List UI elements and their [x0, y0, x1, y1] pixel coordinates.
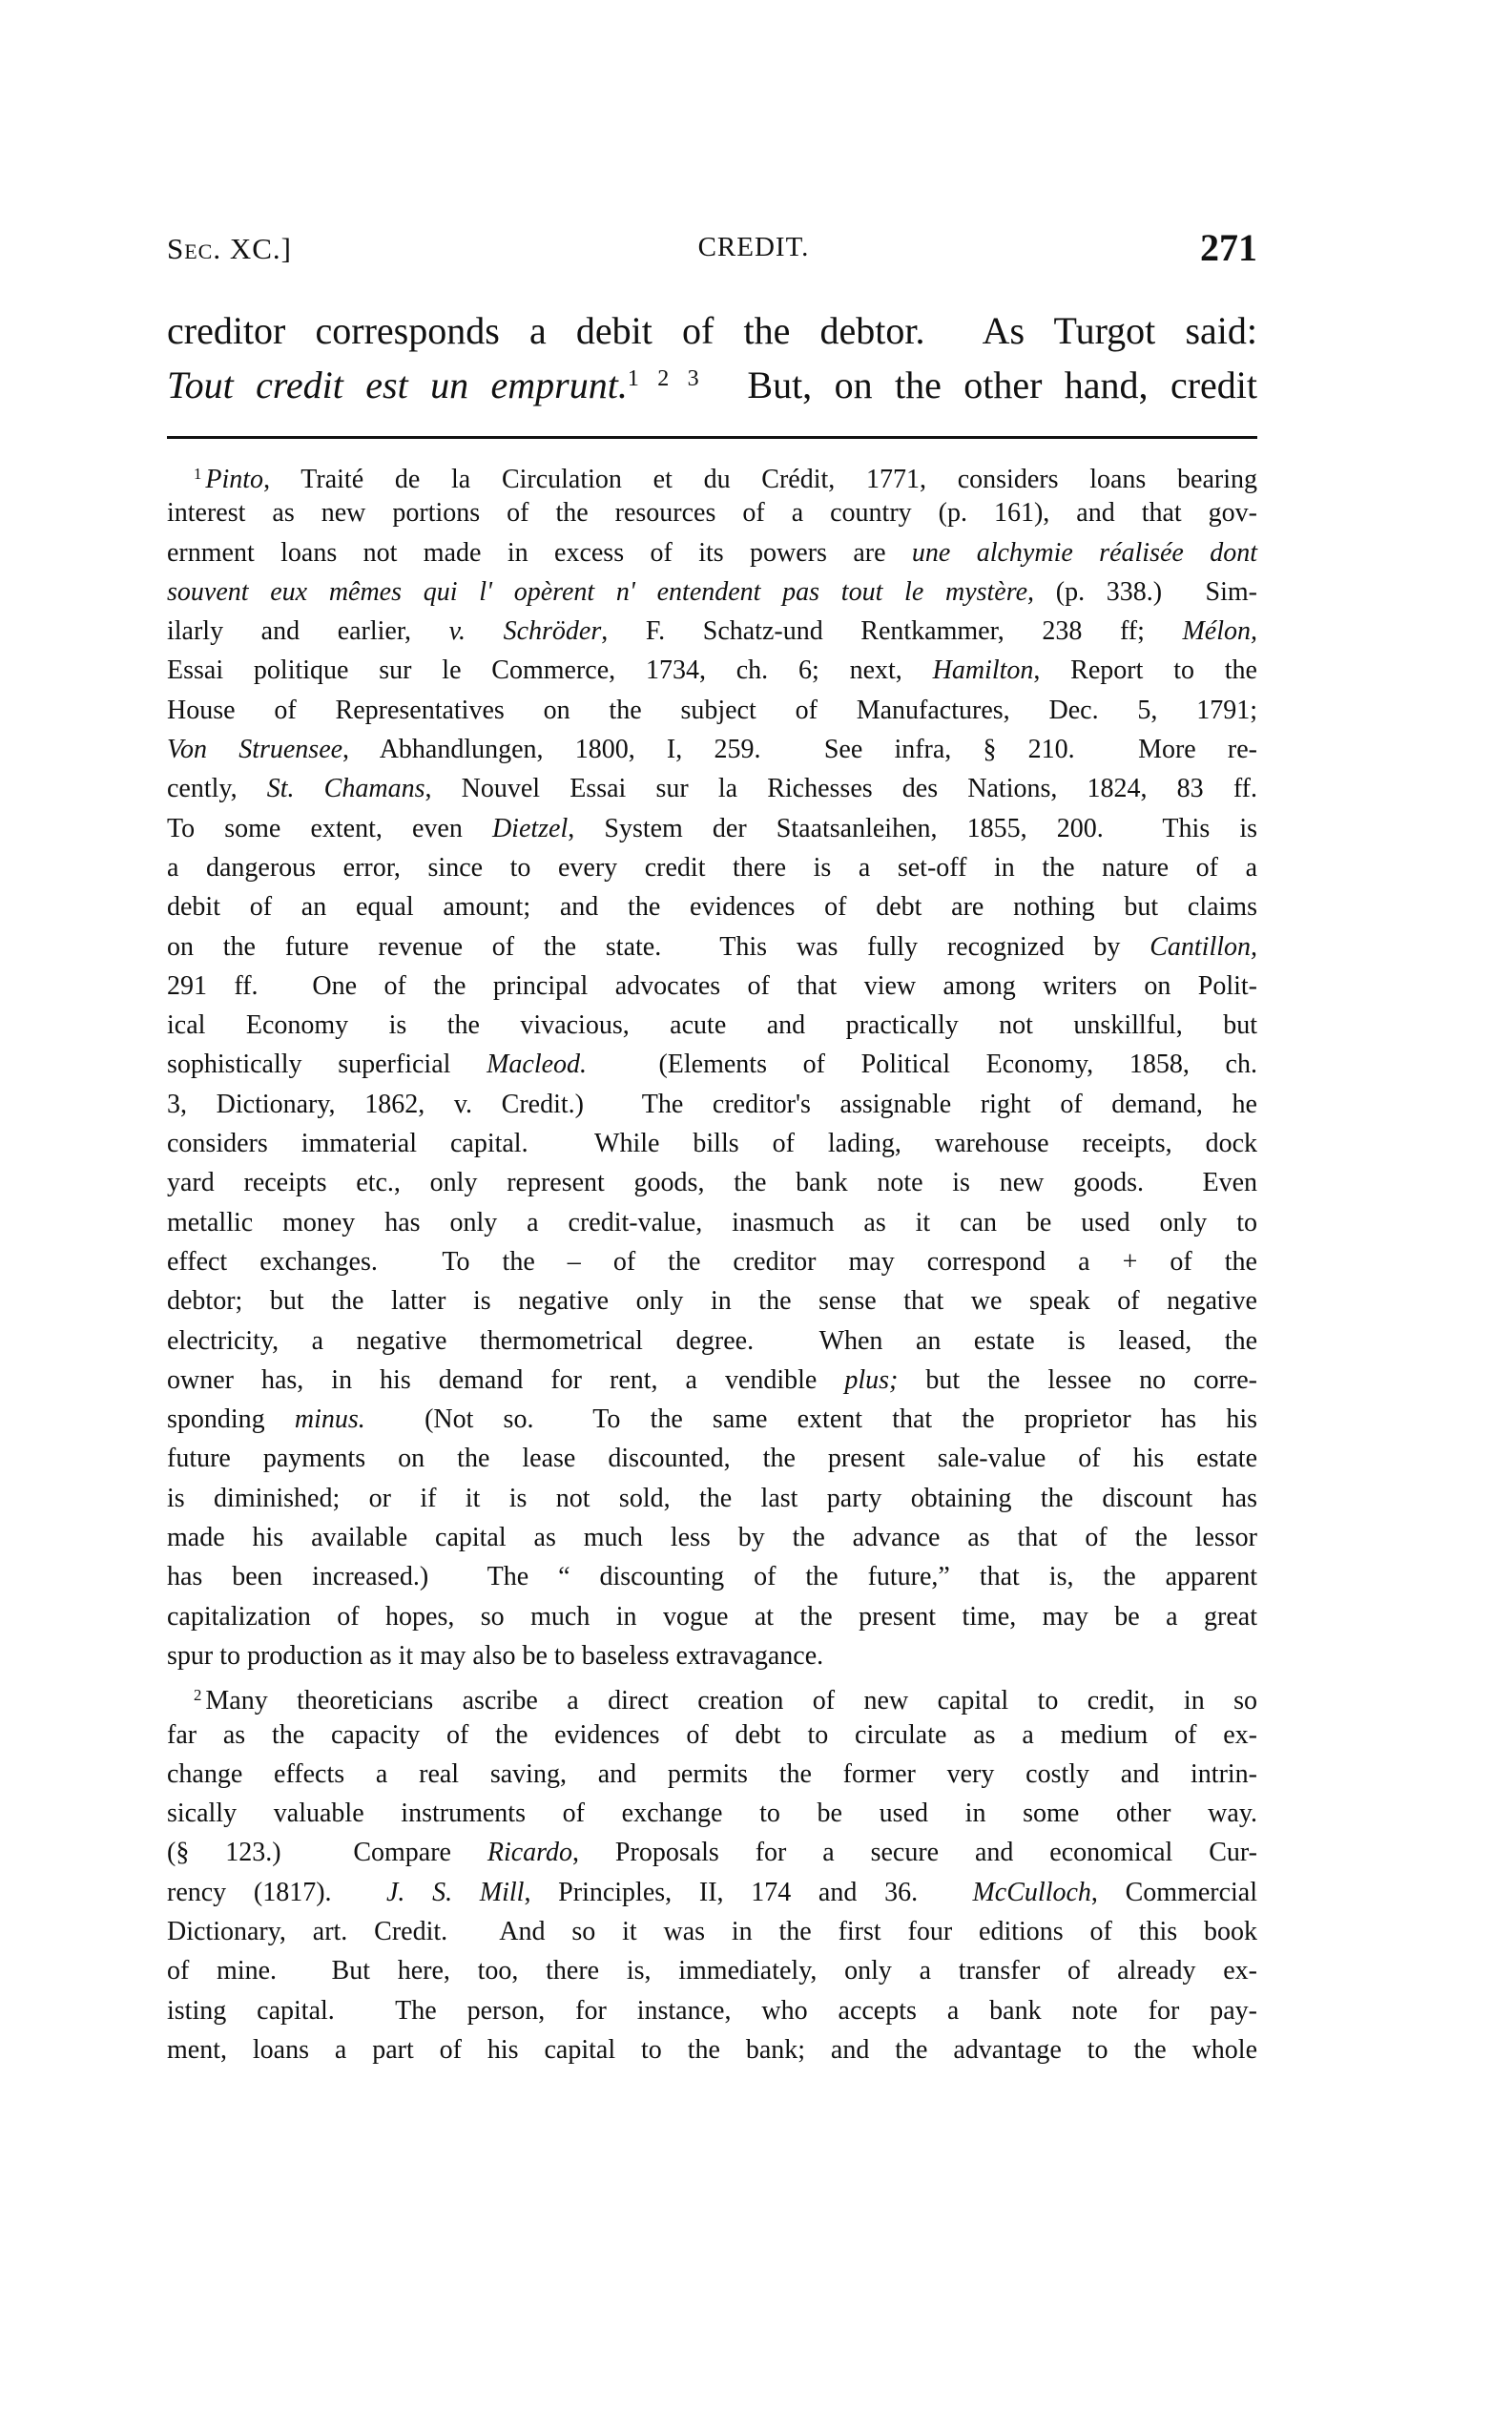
text-line	[167, 2030, 1257, 2069]
footnote-divider	[167, 436, 1257, 439]
text-line	[167, 1281, 1257, 1320]
text-segment: has been increased.) The “ discounting of the future,” that is, the apparent	[167, 1562, 1257, 1592]
italic-text: Dietzel	[491, 813, 569, 843]
text-segment: sponding	[167, 1404, 295, 1435]
text-segment: debtor; but the latter is negative only in the sense that we speak of negative	[167, 1286, 1257, 1317]
text-line	[167, 612, 1257, 651]
text-segment: House of Representatives on the subject of Manufactures, Dec. 5, 1791;	[167, 695, 1257, 725]
italic-text: Mélon,	[1182, 616, 1258, 647]
italic-text: Tout credit est un emprunt.	[167, 364, 628, 407]
text-line	[167, 651, 1257, 690]
text-line	[167, 1951, 1257, 1990]
text-segment: cently,	[167, 774, 267, 804]
text-segment: , Abhandlungen, 1800, I, 259. See infra, § 210. More re-	[342, 735, 1257, 765]
text-segment: a dangerous error, since to every credit there is a set-off in the nature of a	[167, 852, 1257, 883]
body-text	[167, 307, 1257, 407]
text-segment: Many theoreticians ascribe a direct creation of new capital to credit, in so	[205, 1686, 1257, 1716]
footnote-marker: 2	[194, 1686, 202, 1705]
italic-text: une alchymie réalisée dont	[911, 537, 1257, 568]
text-segment: rency (1817).	[167, 1877, 386, 1907]
text-line	[167, 1557, 1257, 1596]
text-line	[167, 887, 1257, 926]
text-line	[167, 1045, 1257, 1084]
text-segment: (Not so. To the same extent that the proprietor has his	[364, 1404, 1257, 1435]
text-segment: ment, loans a part of his capital to the bank; and the advantage to the whole	[167, 2034, 1257, 2065]
text-line	[167, 1794, 1257, 1833]
text-line	[167, 307, 1257, 355]
text-segment: owner has, in his demand for rent, a vendible	[167, 1364, 845, 1395]
text-line	[167, 769, 1257, 808]
text-segment: made his available capital as much less by the advance as that of the lessor	[167, 1523, 1257, 1553]
text-segment: effect exchanges. To the – of the creditor may correspond a + of the	[167, 1246, 1257, 1277]
text-segment: considers immaterial capital. While bills of lading, warehouse receipts, dock	[167, 1129, 1257, 1159]
text-segment: (p. 338.) Sim-	[1034, 576, 1257, 607]
text-line	[167, 1912, 1257, 1951]
text-segment: debit of an equal amount; and the evidences of debt are nothing but claims	[167, 892, 1257, 923]
text-segment: but the lessee no corre-	[898, 1364, 1257, 1395]
text-segment: But, on the other hand, credit	[702, 364, 1257, 407]
text-line	[167, 730, 1257, 769]
text-line	[167, 1439, 1257, 1478]
text-segment: ernment loans not made in excess of its powers are	[167, 537, 912, 568]
text-segment: , Traité de la Circulation et du Crédit, 1771, considers loans bearing	[263, 465, 1257, 495]
text-line	[167, 1203, 1257, 1242]
text-segment: , Principles, II, 174 and 36.	[524, 1877, 973, 1907]
text-segment: ilarly and earlier,	[167, 616, 449, 647]
text-segment: interest as new portions of the resources of a country (p. 161), and that gov-	[167, 498, 1257, 529]
text-line	[167, 493, 1257, 532]
italic-text: plus;	[844, 1364, 899, 1395]
text-line	[167, 967, 1257, 1006]
text-segment: 291 ff. One of the principal advocates of that view among writers on Polit-	[167, 970, 1257, 1001]
text-line	[167, 1006, 1257, 1045]
text-line	[167, 1479, 1257, 1518]
text-line	[167, 1518, 1257, 1557]
text-line	[167, 1833, 1257, 1872]
italic-text: J. S. Mill	[385, 1877, 525, 1907]
text-segment: Dictionary, art. Credit. And so it was in the first four editions of this book	[167, 1916, 1257, 1946]
text-line	[167, 1991, 1257, 2030]
text-line	[167, 1597, 1257, 1636]
italic-text: Ricardo	[487, 1838, 573, 1868]
text-segment: , System der Staatsanleihen, 1855, 200. This is	[568, 813, 1257, 843]
text-line	[167, 1716, 1257, 1755]
italic-text: v. Schröder	[448, 616, 602, 647]
text-line	[167, 1400, 1257, 1439]
italic-text: minus.	[294, 1404, 365, 1435]
italic-text: St. Chamans	[266, 774, 425, 804]
text-segment: creditor corresponds a debit of the debtor. As Turgot said:	[167, 309, 1257, 352]
footnote-marker: 1	[194, 465, 202, 483]
text-line	[167, 848, 1257, 887]
text-segment: , Proposals for a secure and economical Cur-	[572, 1838, 1257, 1868]
text-segment: yard receipts etc., only represent goods, the bank note is new goods. Even	[167, 1168, 1257, 1198]
italic-text: McCulloch	[972, 1877, 1091, 1907]
italic-text: Pinto	[205, 465, 264, 495]
italic-text: Cantillon,	[1150, 931, 1257, 962]
text-segment: , Commercial	[1090, 1877, 1258, 1907]
text-segment: spur to production as it may also be to baseless extravagance.	[167, 1640, 824, 1671]
text-segment: is diminished; or if it is not sold, the last party obtaining the discount has	[167, 1483, 1257, 1513]
running-head-section: Sec. XC.]	[167, 232, 292, 265]
text-segment: , F. Schatz-und Rentkammer, 238 ff;	[601, 616, 1183, 647]
running-head-title: CREDIT.	[697, 232, 810, 262]
text-segment: electricity, a negative thermometrical degree. When an estate is leased, the	[167, 1325, 1257, 1356]
text-segment: , Report to the	[1033, 655, 1257, 686]
text-line	[167, 1873, 1257, 1912]
footnotes	[167, 454, 1257, 2069]
text-line	[167, 1755, 1257, 1794]
text-line	[167, 572, 1257, 612]
page-number: 271	[1200, 226, 1257, 269]
text-line	[167, 454, 1257, 493]
text-line	[167, 809, 1257, 848]
text-line	[167, 691, 1257, 730]
text-line	[167, 1636, 1257, 1675]
text-segment: far as the capacity of the evidences of debt to circulate as a medium of ex-	[167, 1719, 1257, 1750]
text-segment: on the future revenue of the state. This was fully recognized by	[167, 931, 1150, 962]
text-segment: ical Economy is the vivacious, acute and practically not unskillful, but	[167, 1010, 1257, 1041]
text-line	[167, 1163, 1257, 1202]
text-segment: change effects a real saving, and permits the former very costly and intrin-	[167, 1758, 1257, 1789]
text-segment: (Elements of Political Economy, 1858, ch.	[587, 1050, 1257, 1080]
text-segment: of mine. But here, too, there is, immediately, only a transfer of already ex-	[167, 1956, 1257, 1986]
text-segment: , Nouvel Essai sur la Richesses des Nations, 1824, 83 ff.	[425, 774, 1257, 804]
text-line	[167, 1242, 1257, 1281]
text-line	[167, 1361, 1257, 1400]
text-segment: metallic money has only a credit-value, inasmuch as it can be used only to	[167, 1207, 1257, 1237]
text-segment: future payments on the lease discounted, the present sale-value of his estate	[167, 1444, 1257, 1474]
text-segment: (§ 123.) Compare	[167, 1838, 487, 1868]
text-segment: To some extent, even	[167, 813, 492, 843]
text-segment: isting capital. The person, for instance, who accepts a bank note for pay-	[167, 1995, 1257, 2026]
text-line	[167, 1124, 1257, 1163]
text-segment: 3, Dictionary, 1862, v. Credit.) The creditor's assignable right of demand, he	[167, 1089, 1257, 1119]
italic-text: Hamilton	[932, 655, 1034, 686]
text-line	[167, 1675, 1257, 1715]
italic-text: Macleod.	[487, 1050, 588, 1080]
text-line	[167, 927, 1257, 967]
text-segment: Essai politique sur le Commerce, 1734, ch. 6; next,	[167, 655, 933, 686]
text-line	[167, 355, 1257, 407]
text-line	[167, 1321, 1257, 1361]
text-segment: capitalization of hopes, so much in vogue at the present time, may be a great	[167, 1601, 1257, 1632]
text-segment: sophistically superficial	[167, 1050, 487, 1080]
italic-text: Von Struensee	[167, 735, 343, 765]
text-segment: sically valuable instruments of exchange to be used in some other way.	[167, 1799, 1257, 1829]
text-line	[167, 533, 1257, 572]
footnote-marker: 1 2 3	[627, 366, 699, 391]
italic-text: souvent eux mêmes qui l' opèrent n' entendent pas tout le mystère,	[167, 576, 1035, 607]
text-line	[167, 1085, 1257, 1124]
